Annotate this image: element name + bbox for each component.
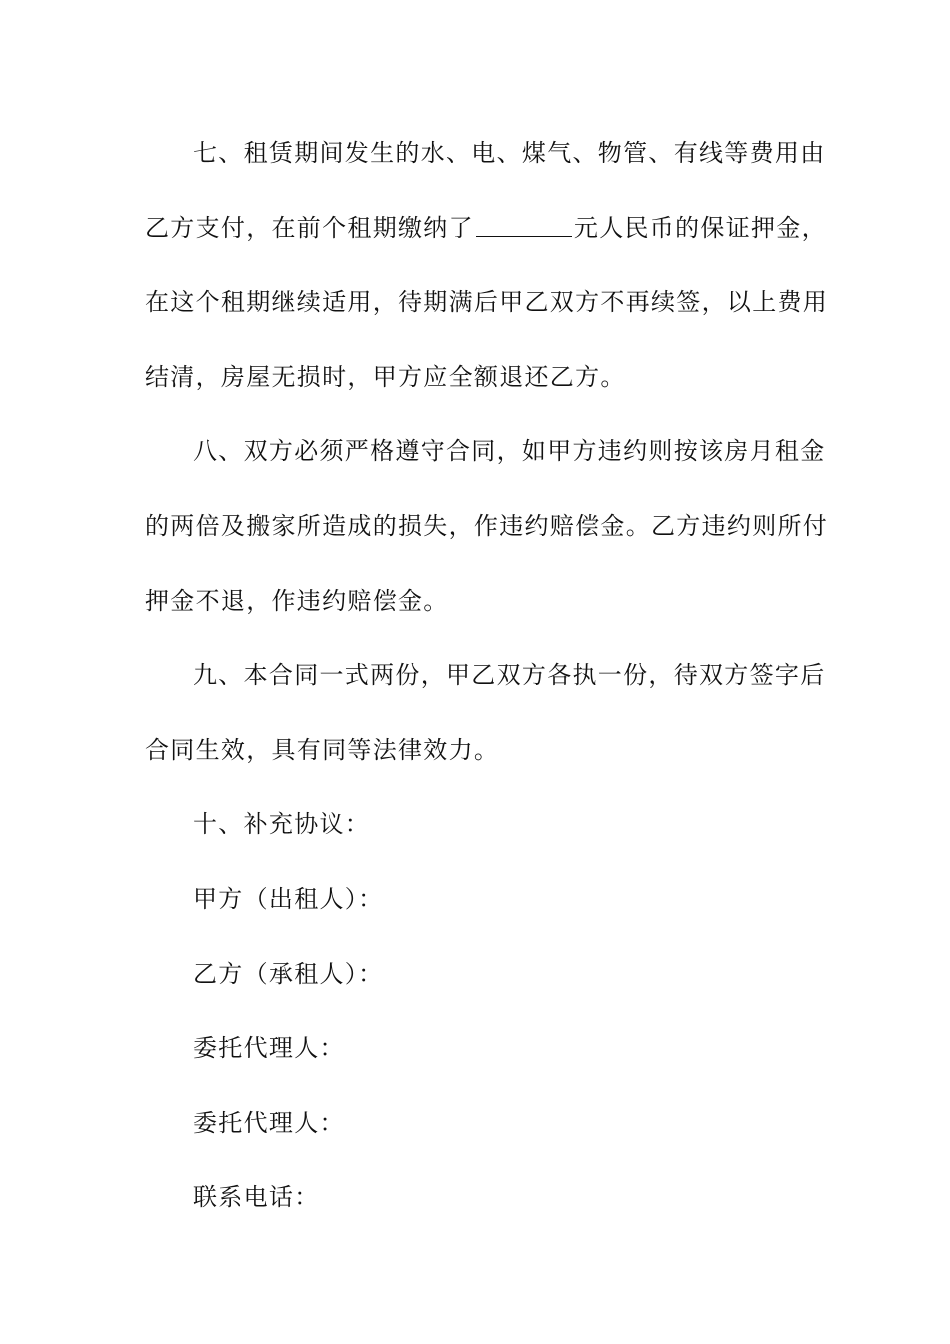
clause-8-line-1: 八、双方必须严格遵守合同，如甲方违约则按该房月租金	[193, 437, 826, 465]
agent-label-2: 委托代理人：	[193, 1109, 345, 1137]
clause-7-line-3: 在这个租期继续适用，待期满后甲乙双方不再续签，以上费用	[145, 288, 829, 316]
clause-7-line-1: 七、租赁期间发生的水、电、煤气、物管、有线等费用由	[193, 139, 826, 167]
clause-7-line-4: 结清，房屋无损时，甲方应全额退还乙方。	[145, 363, 626, 391]
clause-10-heading: 十、补充协议：	[193, 810, 371, 838]
clause-8-line-3: 押金不退，作违约赔偿金。	[145, 587, 449, 615]
clause-8-line-2: 的两倍及搬家所造成的损失，作违约赔偿金。乙方违约则所付	[145, 512, 829, 540]
agent-label-1: 委托代理人：	[193, 1034, 345, 1062]
clause-7-line-2-before: 乙方支付，在前个租期缴纳了	[145, 214, 474, 242]
clause-9-line-2: 合同生效，具有同等法律效力。	[145, 736, 500, 764]
clause-9-line-1: 九、本合同一式两份，甲乙双方各执一份，待双方签字后	[193, 661, 826, 689]
clause-7-line-2-after: 元人民币的保证押金，	[573, 214, 827, 242]
clause-7-line-2	[145, 212, 827, 244]
phone-label: 联系电话：	[193, 1183, 320, 1211]
deposit-amount-blank	[476, 214, 572, 237]
party-a-label: 甲方（出租人）：	[193, 885, 384, 913]
party-b-label: 乙方（承租人）：	[193, 960, 384, 988]
